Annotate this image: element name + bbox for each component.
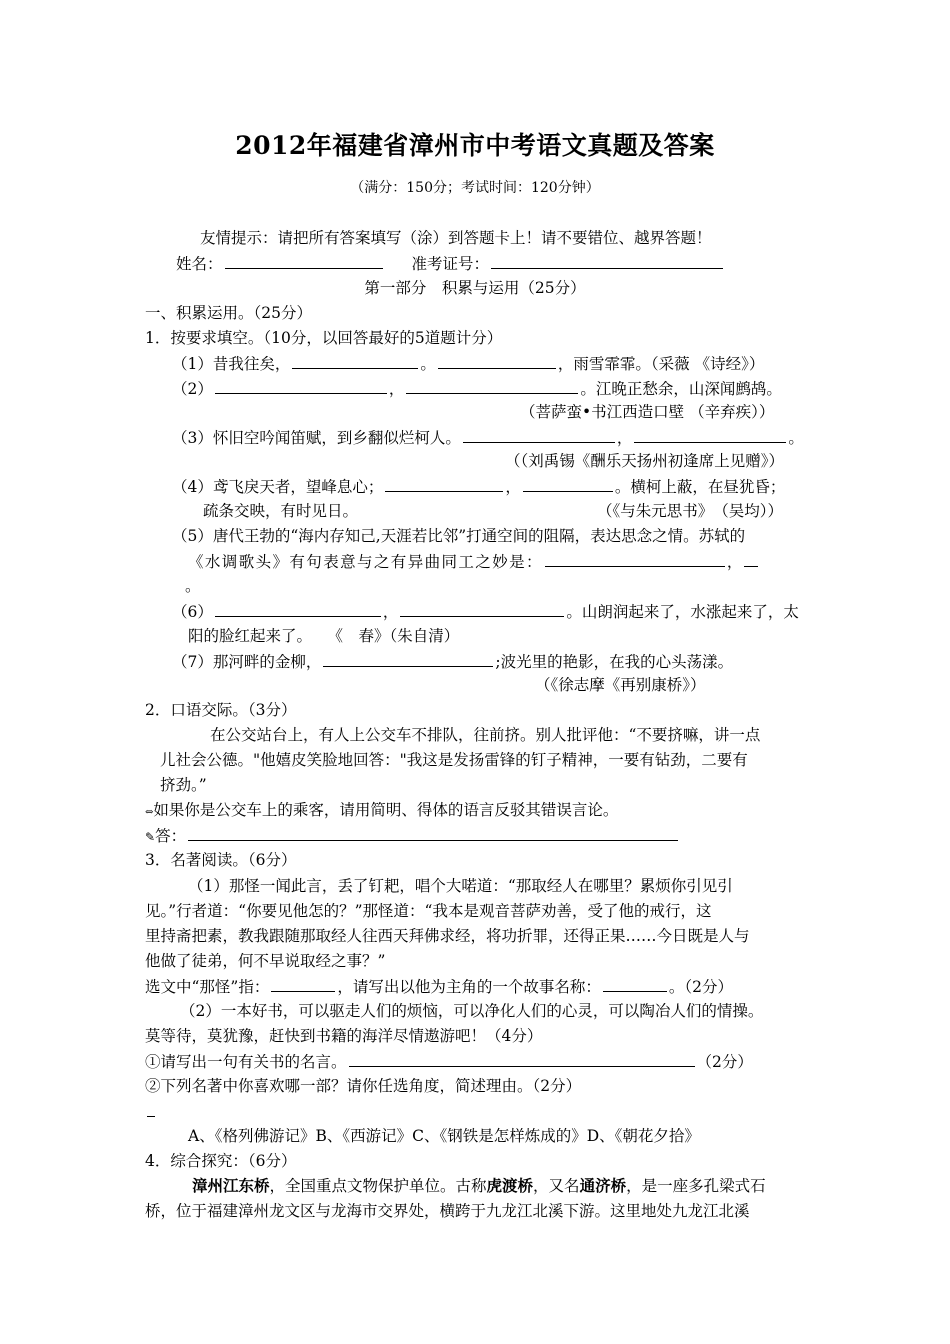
q3-heading: 3．名著阅读。（6分） [145,851,297,869]
q1-item4-cont: 疏条交映，有时见日。 [203,502,359,520]
q1-heading: 1．按要求填空。（10分，以回答最好的5道题计分） [145,329,503,347]
q3-part2-q2: ②下列名著中你喜欢哪一部？请你任选角度，简述理由。（2分） [145,1077,582,1095]
q3-passage-line4: 他做了徒弟，何不早说取经之事？” [145,952,386,970]
q3-answer-blank[interactable] [145,1101,157,1122]
blank[interactable] [215,378,387,394]
blank[interactable] [215,601,381,617]
q2-instruction: ⇔如果你是公交车上的乘客，请用简明、得体的语言反驳其错误言论。 [145,801,619,819]
q2-answer-row: ✎答： [145,825,680,847]
blank[interactable] [523,476,613,492]
q4-para-line2: 桥，位于福建漳州龙文区与龙海市交界处，横跨于九龙江北溪下游。这里地处九龙江北溪 [145,1202,750,1220]
q3-passage-line3: 里持斋把素，教我跟随那取经人往西天拜佛求经，将功折罪，还得正果……今日既是人与 [145,927,750,945]
part1-title: 第一部分 积累与运用（25分） [364,279,586,297]
answer-blank[interactable] [188,825,678,841]
blank[interactable] [400,601,564,617]
q3-passage-line1: （1）那怪一闻此言，丢了钉耙，唱个大喏道：“那取经人在哪里？累烦你引见引 [188,877,733,895]
friendly-tip: 友情提示：请把所有答案填写（涂）到答题卡上！请不要错位、越界答题！ [200,229,712,247]
blank[interactable] [323,651,493,667]
q2-para-line1: 在公交站台上，有人上公交车不排队，往前挤。别人批评他：“不要挤嘛，讲一点 [210,726,761,744]
blank[interactable] [744,551,758,567]
id-label: 准考证号： [411,255,489,273]
exam-info: （满分：150分；考试时间：120分钟） [350,180,600,196]
q3-part2-line1: （2）一本好书，可以驱走人们的烦恼，可以净化人们的心灵，可以陶冶人们的情操。 [180,1002,764,1020]
q1-item4-source: （《与朱元思书》 （吴均）） [597,502,784,520]
document-title: 2012年福建省漳州市中考语文真题及答案 [235,131,715,160]
name-field-row [176,253,725,274]
q1-item5-cont: 《水调歌头》有句表意与之有异曲同工之妙是： ， [188,551,760,572]
blank[interactable] [438,353,556,369]
blank[interactable] [603,976,667,992]
pen-icon: ✎ [145,830,156,844]
q1-item1: （1）昔我往矣， 。 ，雨雪霏霏。（采薇 《诗经》） [172,355,765,373]
blank[interactable] [385,476,503,492]
q1-item7: （7）那河畔的金柳， ;波光里的艳影，在我的心头荡漾。 [172,653,734,671]
q4-para-line1: 漳州江东桥，全国重点文物保护单位。古称虎渡桥，又名通济桥，是一座多孔梁式石 [192,1176,766,1195]
q3-part2-q1: ①请写出一句有关书的名言。 （2分） [145,1053,753,1071]
blank[interactable] [349,1051,695,1067]
q1-item3: （3）怀旧空吟闻笛赋，到乡翻似烂柯人。 ， 。 [172,429,804,447]
q2-heading: 2．口语交际。（3分） [145,701,297,719]
q1-item6: （6） ， 。山朗润起来了，水涨起来了，太 [172,603,799,621]
q1-item7-source: （《徐志摩《再别康桥》） [535,676,706,694]
blank[interactable] [634,427,786,443]
name-blank[interactable] [225,253,383,269]
q1-item5-end: 。 [185,577,201,595]
blank[interactable] [271,976,335,992]
q1-item6-cont: 阳的脸红起来了。 《 春》（朱自清） [188,627,460,645]
name-label: 姓名： [176,255,223,273]
q1-item5: （5）唐代王勃的“海内存知己,天涯若比邻”打通空间的阻隔，表达思念之情。苏轼的 [172,527,746,545]
blank[interactable] [463,427,615,443]
blank[interactable] [147,1101,155,1117]
q3-question1: 选文中“那怪”指： ，请写出以他为主角的一个故事名称： 。（2分） [145,978,733,996]
q1-item2: （2） ， 。江晚正愁余，山深闻鹧鸪。 [172,380,782,398]
note-mark-icon: ⇔ [145,807,154,818]
blank[interactable] [406,378,578,394]
q4-heading: 4．综合探究：（6分） [145,1152,297,1170]
q3-part2-line2: 莫等待，莫犹豫，赶快到书籍的海洋尽情遨游吧！（4分） [145,1027,543,1045]
blank[interactable] [292,353,418,369]
q2-para-line2: 儿社会公德。"他嬉皮笑脸地回答："我这是发扬雷锋的钉子精神，一要有钻劲，二要有 [160,751,748,769]
id-blank[interactable] [491,253,723,269]
q1-item2-source: （菩萨蛮•书江西造口壁 （辛弃疾）） [520,403,775,421]
blank[interactable] [545,551,725,567]
q2-para-line3: 挤劲。” [160,776,207,794]
q1-item3-source: （（刘禹锡《酬乐天扬州初逢席上见赠》） [505,452,785,470]
q3-options: A、《格列佛游记》B、《西游记》C、《钢铁是怎样炼成的》D、《朝花夕拾》 [188,1127,700,1145]
section1-heading: 一、积累运用。（25分） [145,304,312,322]
q3-passage-line2: 见。”行者道：“你要见他怎的？”那怪道：“我本是观音菩萨劝善，受了他的戒行，这 [145,902,712,920]
q1-item4: （4）鸢飞戾天者，望峰息心； ， 。横柯上蔽，在昼犹昏； [172,478,786,496]
